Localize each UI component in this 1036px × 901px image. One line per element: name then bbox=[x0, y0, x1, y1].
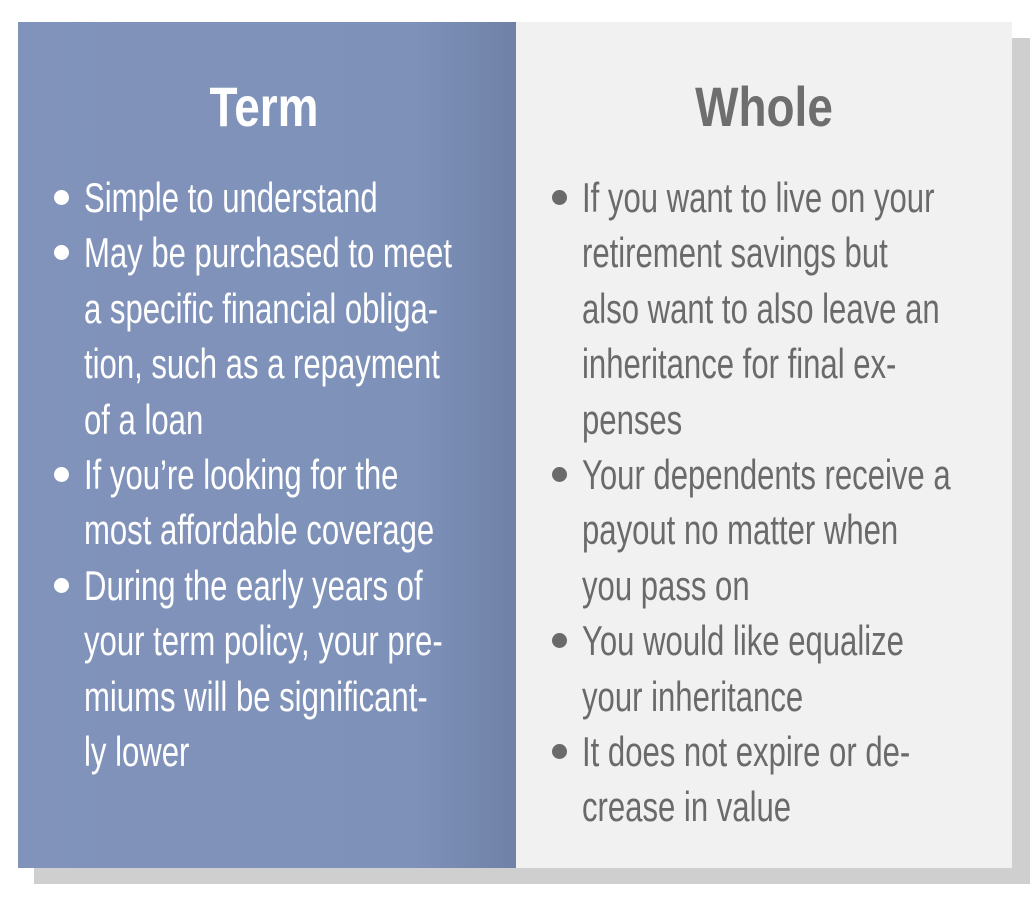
bullet-icon bbox=[54, 467, 69, 482]
bullet-icon bbox=[54, 578, 69, 593]
bullet-icon bbox=[552, 633, 567, 648]
term-title: Term bbox=[209, 75, 319, 138]
bullet-line: payout no matter when bbox=[582, 506, 899, 554]
bullet-line: retirement savings but bbox=[582, 229, 888, 277]
bullet-line: It does not expire or de- bbox=[582, 728, 911, 776]
bullet-line: crease in value bbox=[582, 783, 792, 831]
whole-bullet-1 bbox=[552, 170, 1022, 447]
whole-bullet-2 bbox=[552, 447, 1022, 613]
term-bullet-2 bbox=[54, 225, 524, 447]
term-bullet-1 bbox=[54, 170, 524, 225]
bullet-line: ly lower bbox=[84, 728, 190, 776]
term-bullet-list bbox=[54, 170, 524, 779]
bullet-line: inheritance for final ex- bbox=[582, 340, 897, 388]
whole-panel bbox=[516, 22, 1012, 868]
term-bullet-3 bbox=[54, 447, 524, 558]
bullet-line: you pass on bbox=[582, 561, 750, 609]
bullet-line: Simple to understand bbox=[84, 174, 378, 221]
bullet-line: of a loan bbox=[84, 395, 204, 443]
term-bullet-4 bbox=[54, 558, 524, 780]
bullet-icon bbox=[552, 467, 567, 482]
bullet-line: penses bbox=[582, 395, 683, 443]
term-panel bbox=[18, 22, 516, 868]
bullet-icon bbox=[54, 190, 69, 205]
bullet-icon bbox=[54, 245, 69, 260]
whole-bullet-4 bbox=[552, 724, 1022, 835]
bullet-line: your inheritance bbox=[582, 672, 804, 720]
whole-bullet-3 bbox=[552, 613, 1022, 724]
whole-title: Whole bbox=[695, 75, 833, 138]
bullet-icon bbox=[552, 744, 567, 759]
bullet-line: Your dependents receive a bbox=[582, 451, 951, 499]
bullet-line: tion, such as a repayment bbox=[84, 340, 440, 388]
bullet-line: most affordable coverage bbox=[84, 506, 435, 554]
bullet-line: If you want to live on your bbox=[582, 174, 935, 221]
bullet-line: If you’re looking for the bbox=[84, 451, 399, 499]
bullet-line: your term policy, your pre- bbox=[84, 617, 443, 665]
bullet-line: miums will be significant- bbox=[84, 672, 428, 720]
bullet-line: May be purchased to meet bbox=[84, 229, 452, 277]
bullet-line: also want to also leave an bbox=[582, 284, 940, 332]
bullet-line: During the early years of bbox=[84, 561, 423, 609]
bullet-line: a specific financial obliga- bbox=[84, 284, 439, 332]
bullet-line: You would like equalize bbox=[582, 617, 904, 665]
whole-bullet-list bbox=[552, 170, 1022, 835]
bullet-icon bbox=[552, 190, 567, 205]
